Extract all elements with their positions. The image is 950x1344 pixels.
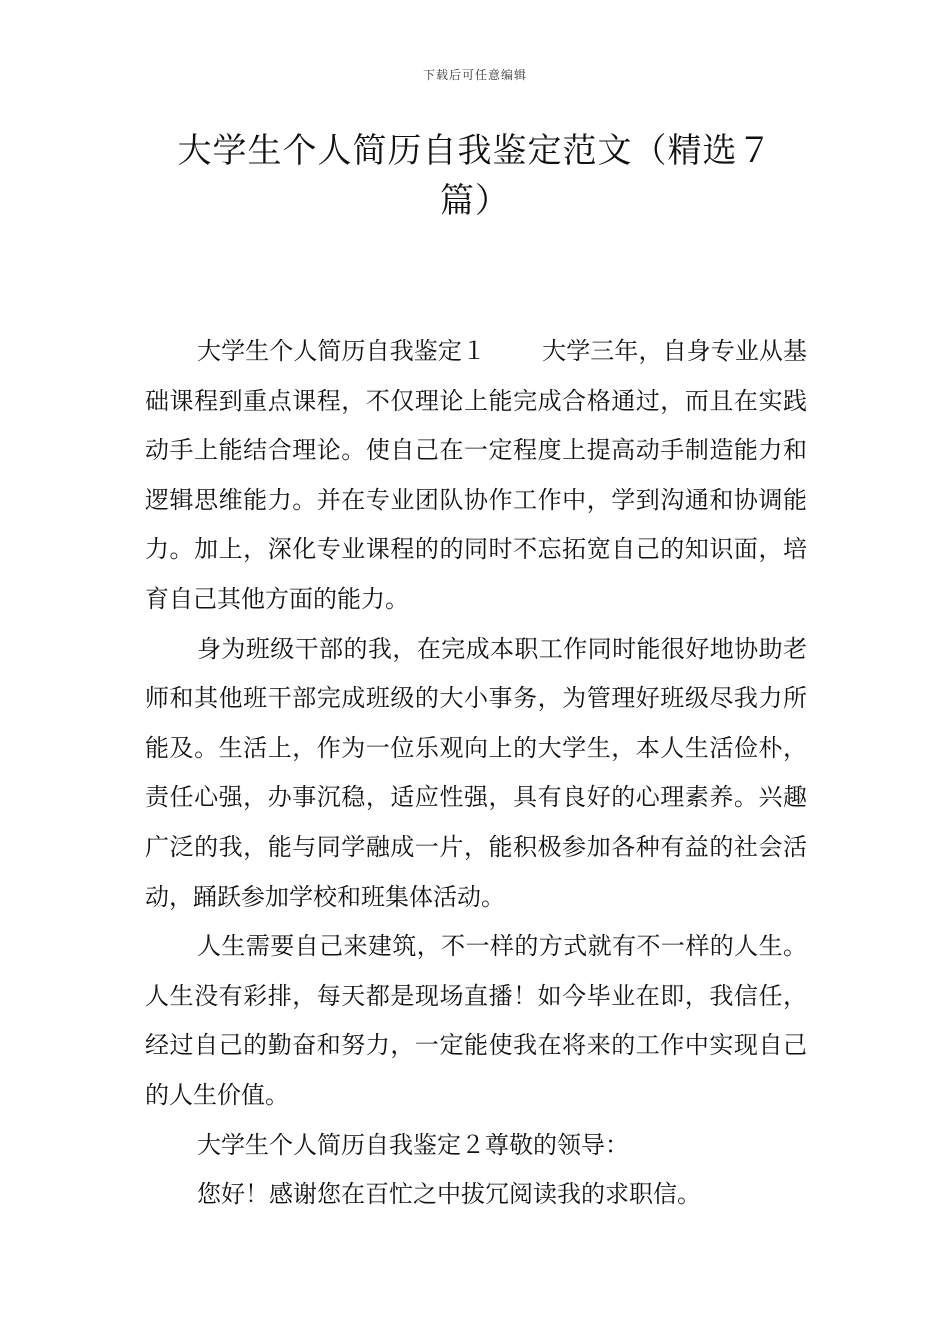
- document-title: [175, 126, 775, 226]
- header-note: 下载后可任意编辑: [422, 68, 527, 82]
- paragraph-1-text: 大学三年，自身专业从基础课程到重点课程，不仅理论上能完成合格通过，而且在实践动手上能结合理论。使自己在一定程度上提高动手制造能力和逻辑思维能力。并在专业团队协作工作中，学到沟通和协调能力。加上，深化专业课程的的同时不忘拓宽自己的知识面，培育自己其他方面的能力。: [145, 337, 808, 613]
- paragraph-3: 人生需要自己来建筑，不一样的方式就有不一样的人生。人生没有彩排，每天都是现场直播！如今毕业在即，我信任，经过自己的勤奋和努力，一定能使我在将来的工作中实现自己的人生价值。: [145, 932, 807, 1109]
- paragraph-1: [145, 327, 807, 625]
- title-line-1: 大学生个人简历自我鉴定范文（精选７: [177, 131, 773, 171]
- section-heading-1: 大学生个人简历自我鉴定１: [197, 337, 487, 365]
- paragraph-2: 身为班级干部的我，在完成本职工作同时能很好地协助老师和其他班干部完成班级的大小事务，为管理好班级尽我力所能及。生活上，作为一位乐观向上的大学生，本人生活俭朴，责任心强，办事沉稳，适应性强，具有良好的心理素养。兴趣广泛的我，能与同学融成一片，能积极参加各种有益的社会活动，踊跃参加学校和班集体活动。: [145, 634, 807, 911]
- paragraph-5: 您好！感谢您在百忙之中拔冗阅读我的求职信。: [197, 1180, 701, 1209]
- section-heading-2: 大学生个人简历自我鉴定２尊敬的领导：: [197, 1130, 629, 1159]
- document-body: [145, 327, 807, 1220]
- title-line-2: 篇）: [440, 181, 510, 221]
